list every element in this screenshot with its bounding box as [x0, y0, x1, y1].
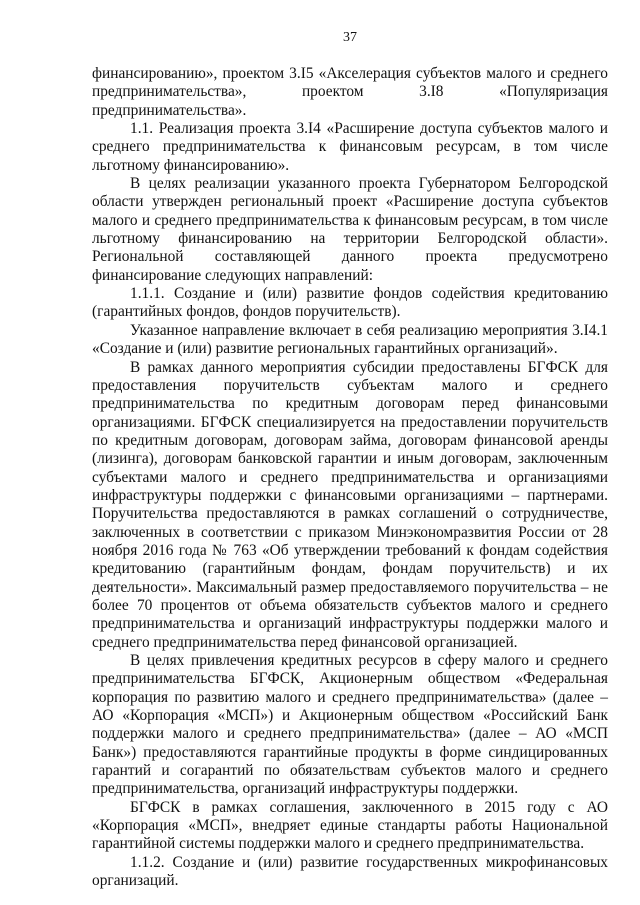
paragraph-regional-project: В целях реализации указанного проекта Губернатором Белгородской области утвержден региональный проект «Расширение доступа субъектов малого и среднего предпринимательства к финансовым ресурсам, в том числе льготному финансированию на территории Белгородской области». Региональной составляющей данного проекта предусмотрено финансирование следующих направлений:: [92, 175, 608, 284]
paragraph-credit-resources: В целях привлечения кредитных ресурсов в сферу малого и среднего предпринимательства БГФСК, Акционерным обществом «Федеральная корпорация по развитию малого и среднего предпринимательства» (далее – АО «Корпорация «МСП») и Акционерным обществом «Российский Банк поддержки малого и среднего предпринимательства» (далее – АО «МСП Банк») предоставляются гарантийные продукты в форме синдицированных гарантий и согарантий по обязательствам субъектов малого и среднего предпринимательства, организаций инфраструктуры поддержки.: [92, 652, 608, 798]
paragraph-section-1-1-1: 1.1.1. Создание и (или) развитие фондов содействия кредитованию (гарантийных фондов, фондов поручительств).: [92, 285, 608, 321]
paragraph-bgfsk-guarantees: В рамках данного мероприятия субсидии предоставлены БГФСК для предоставления поручительств субъектам малого и среднего предпринимательства по кредитным договорам перед финансовыми организациями. БГФСК специализируется на предоставлении поручительств по кредитным договорам, договорам займа, договорам финансовой аренды (лизинга), договорам банковской гарантии и иным договорам, заключенным субъектами малого и среднего предпринимательства и организациями инфраструктуры поддержки с финансовыми организациями – партнерами. Поручительства предоставляются в рамках соглашений о сотрудничестве, заключенных в соответствии с приказом Минэкономразвития России от 28 ноября 2016 года № 763 «Об утверждении требований к фондам содействия кредитованию (гарантийным фондам, фондам поручительств) и их деятельности». Максимальный размер предоставляемого поручительства – не более 70 процентов от объема обязательств субъектов малого и среднего предпринимательства и организаций инфраструктуры поддержки малого и среднего предпринимательства перед финансовой организацией.: [92, 358, 608, 651]
paragraph-continuation: финансированию», проектом 3.I5 «Акселерация субъектов малого и среднего предпринимательства», проектом 3.I8 «Популяризация предпринимательства».: [92, 65, 608, 119]
page-number: 37: [343, 30, 357, 45]
paragraph-section-1-1-2: 1.1.2. Создание и (или) развитие государственных микрофинансовых организаций.: [92, 853, 608, 890]
document-body: [92, 65, 608, 890]
paragraph-measure-3-i4-1: Указанное направление включает в себя реализацию мероприятия 3.I4.1 «Создание и (или) развитие региональных гарантийных организаций».: [92, 321, 608, 358]
paragraph-bgfsk-agreement: БГФСК в рамках соглашения, заключенного в 2015 году с АО «Корпорация «МСП», внедряет единые стандарты работы Национальной гарантийной системы поддержки малого и среднего предпринимательства.: [92, 798, 608, 853]
paragraph-section-1-1: 1.1. Реализация проекта 3.I4 «Расширение доступа субъектов малого и среднего предпринимательства к финансовым ресурсам, в том числе льготному финансированию».: [92, 120, 608, 174]
